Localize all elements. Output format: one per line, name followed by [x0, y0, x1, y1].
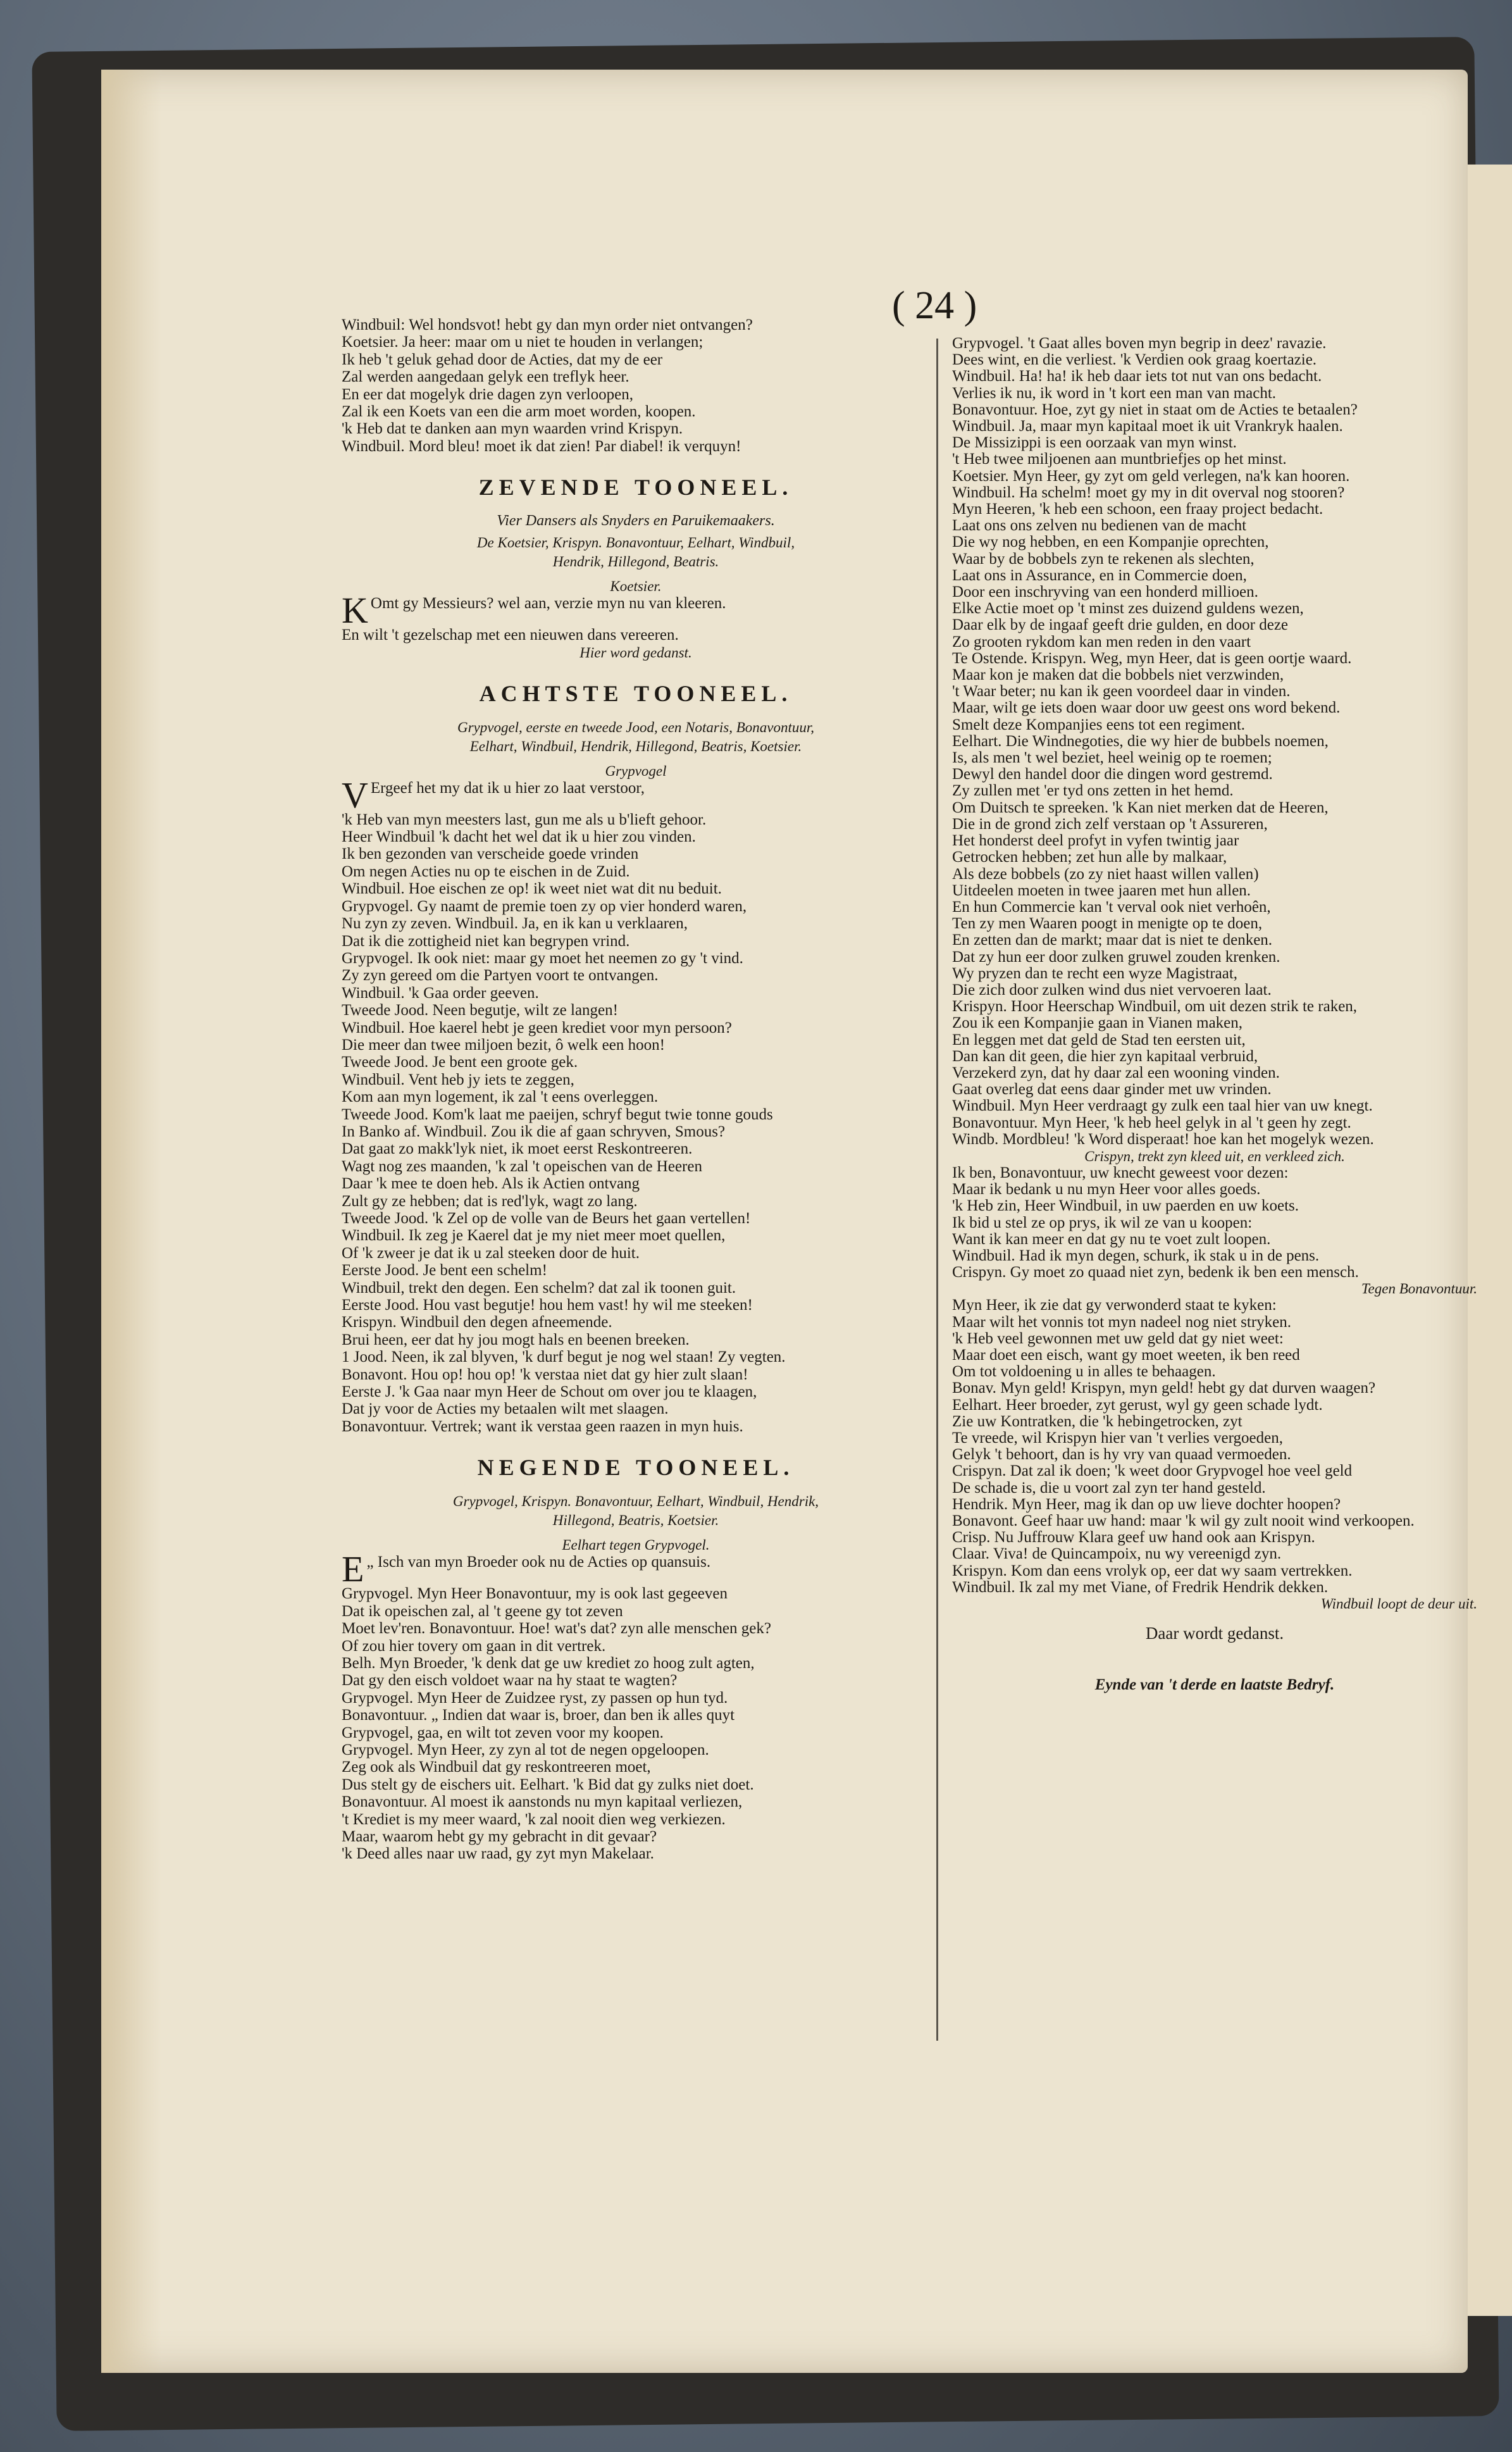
cast-line: De Koetsier, Krispyn. Bonavontuur, Eelhart, Windbuil,: [476, 535, 795, 551]
end-of-act: Eynde van 't derde en laatste Bedryf.: [1094, 1676, 1335, 1694]
verse-line: Moet lev'ren. Bonavontuur. Hoe! wat's dat? zyn alle menschen gek?: [342, 1620, 771, 1638]
drop-capital: E: [342, 1548, 364, 1590]
verse-line: Grypvogel. Ik ook niet: maar gy moet het neemen zo gy 't vind.: [342, 949, 743, 967]
scene-8-lines: [342, 811, 930, 1436]
verse-line: De Missizippi is een oorzaak van myn winst.: [952, 434, 1237, 452]
verse-line: Door een inschryving van een honderd millioen.: [952, 583, 1258, 601]
verse-line: Krispyn. Hoor Heerschap Windbuil, om uit dezen strik te raken,: [952, 998, 1358, 1016]
verse-line: Windbuil. Hoe eischen ze op! ik weet niet wat dit nu beduit.: [342, 880, 722, 898]
verse-line: In Banko af. Windbuil. Zou ik die af gaan schryven, Smous?: [342, 1123, 726, 1140]
cast-line: Hillegond, Beatris, Koetsier.: [552, 1512, 719, 1529]
right-lines-a: [952, 335, 1477, 1148]
verse-line: Claar. Viva! de Quincampoix, nu wy vereenigd zyn.: [952, 1545, 1282, 1563]
cast-line: Grypvogel, eerste en tweede Jood, een Notaris, Bonavontuur,: [457, 719, 814, 735]
verse-line: Zou ik een Kompanjie gaan in Vianen maken,: [952, 1014, 1243, 1032]
verse-line: Tweede Jood. 'k Zel op de volle van de Beurs het gaan vertellen!: [342, 1210, 751, 1227]
page-gutter-shade: [101, 70, 161, 2373]
page-number: ( 24 ): [892, 284, 977, 327]
verse-line: 1 Jood. Neen, ik zal blyven, 'k durf begut je nog wel staan! Zy vegten.: [342, 1348, 786, 1366]
verse-line: Wy pryzen dan te recht een wyze Magistraat,: [952, 964, 1238, 982]
verse-line: Myn Heeren, 'k heb een schoon, een fraay project bedacht.: [952, 501, 1323, 518]
verse-line: Windbuil. Mord bleu! moet ik dat zien! Par diabel! ik verquyn!: [342, 437, 741, 455]
verse-line: 'k Heb zin, Heer Windbuil, in uw paerden en uw koets.: [952, 1197, 1299, 1215]
cast-list-8: [342, 718, 930, 756]
verse-line: 'k Heb veel gewonnen met uw geld dat gy niet weet:: [952, 1329, 1284, 1347]
verse-line: Ik heb 't geluk gehad door de Acties, dat my de eer: [342, 351, 663, 368]
verse-line: Want ik kan meer en dat gy nu te voet zult loopen.: [952, 1230, 1271, 1248]
verse-line: Ik ben, Bonavontuur, uw knecht geweest voor dezen:: [952, 1164, 1289, 1181]
verse-line: Die in de grond zich zelf verstaan op 't Assureren,: [952, 815, 1268, 833]
verse-line: [342, 1548, 930, 1590]
verse-line: Wagt nog zes maanden, 'k zal 't opeischen van de Heeren: [342, 1157, 702, 1175]
verse-line: Zult gy ze hebben; dat is red'lyk, wagt zo lang.: [342, 1192, 638, 1210]
verse-line: Gaat overleg dat eens daar ginder met uw vrinden.: [952, 1081, 1272, 1098]
cast-line: Hendrik, Hillegond, Beatris.: [552, 554, 719, 570]
cast-list-7: [342, 533, 930, 571]
verse-line: Crisp. Nu Juffrouw Klara geef uw hand ook aan Krispyn.: [952, 1529, 1315, 1547]
verse-line: Maar kon je maken dat die bobbels niet verzwinden,: [952, 666, 1284, 684]
verse-line: Eerste J. 'k Gaa naar myn Heer de Schout om over jou te klaagen,: [342, 1383, 757, 1401]
verse-line: Het honderst deel profyt in vyfen twintig jaar: [952, 832, 1239, 850]
verse-line: Te vreede, wil Krispyn hier van 't verlies vergoeden,: [952, 1429, 1283, 1447]
verse-line: Windbuil. Vent heb jy iets te zeggen,: [342, 1071, 574, 1088]
verse-line: Verzekerd zyn, dat hy daar zal een wooning vinden.: [952, 1064, 1280, 1081]
verse-line: Tweede Jood. Je bent een groote gek.: [342, 1054, 578, 1071]
verse-line: En leggen met dat geld de Stad ten eersten uit,: [952, 1031, 1246, 1049]
verse-line: Bonavontuur. Al moest ik aanstonds nu myn kapitaal verliezen,: [342, 1793, 743, 1811]
verse-line: Maar, waarom hebt gy my gebracht in dit gevaar?: [342, 1827, 657, 1845]
cast-line: Eelhart, Windbuil, Hendrik, Hillegond, Beatris, Koetsier.: [469, 738, 802, 754]
verse-line: Laat ons ons zelven nu bedienen van de macht: [952, 517, 1247, 535]
verse-line: Windbuil. 'k Gaa order geeven.: [342, 984, 539, 1002]
verse-line: Die meer dan twee miljoen bezit, ô welk een hoon!: [342, 1036, 665, 1054]
verse-line: Crispyn. Dat zal ik doen; 'k weet door Grypvogel hoe veel geld: [952, 1462, 1353, 1480]
column-rule: [936, 339, 938, 2041]
verse-line: Bonavontuur. Myn Heer, 'k heb heel gelyk in al 't geen hy zegt.: [952, 1114, 1351, 1131]
verse-line: Dees wint, en die verliest. 'k Verdien ook graag koertazie.: [952, 351, 1317, 369]
scene-9-lines: [342, 1585, 930, 1863]
verse-line: Heer Windbuil 'k dacht het wel dat ik u hier zou vinden.: [342, 828, 696, 846]
verse-line: Bonavontuur. Vertrek; want ik verstaa geen raazen in myn huis.: [342, 1417, 743, 1435]
verse-line: Grypvogel. Gy naamt de premie toen zy op vier honderd waren,: [342, 897, 747, 915]
cast-list-9: [342, 1492, 930, 1530]
speaker-heading: Koetsier.: [610, 578, 662, 595]
verse-line: Als deze bobbels (zo zy niet haast willen vallen): [952, 865, 1259, 883]
verse-line: Windbuil: Wel hondsvot! hebt gy dan myn order niet ontvangen?: [342, 316, 753, 333]
verse-line: Zal werden aangedaan gelyk een treflyk heer.: [342, 368, 629, 386]
verse-line: Eerste Jood. Hou vast begutje! hou hem vast! hy wil me steeken!: [342, 1297, 753, 1314]
verse-line: Bonavontuur. Hoe, zyt gy niet in staat om de Acties te betaalen?: [952, 401, 1358, 418]
verse-line: En eer dat mogelyk drie dagen zyn verloopen,: [342, 385, 633, 403]
verse-line: Windbuil. Ik zal my met Viane, of Fredrik Hendrik dekken.: [952, 1578, 1329, 1596]
verse-line: Zo grooten rykdom kan men reden in den vaart: [952, 633, 1251, 650]
verse-line: En hun Commercie kan 't verval ook niet verhoên,: [952, 898, 1271, 916]
left-column: [342, 316, 930, 1863]
verse-line: Zy zullen met 'er tyd ons zetten in het hemd.: [952, 782, 1234, 800]
verse-line: Dus stelt gy de eischers uit. Eelhart. 'k Bid dat gy zulks niet doet.: [342, 1776, 754, 1793]
verse-text: Ergeef het my dat ik u hier zo laat verstoor,: [370, 779, 645, 797]
verse-line: Eelhart. Die Windnegoties, die wy hier de bubbels noemen,: [952, 732, 1329, 750]
verse-line: [342, 774, 930, 816]
verse-line: Dat ik opeischen zal, al 't geene gy tot zeven: [342, 1602, 623, 1620]
scene-title-8: ACHTSTE TOONEEL.: [479, 680, 793, 706]
stage-direction: Crispyn, trekt zyn kleed uit, en verkleed zich.: [1084, 1148, 1345, 1164]
verse-line: Windbuil. Ja, maar myn kapitaal moet ik uit Vrankryk haalen.: [952, 418, 1343, 435]
verse-line: Maar, wilt ge iets doen waar door uw geest ons word bekend.: [952, 699, 1341, 717]
verse-line: Hendrik. Myn Heer, mag ik dan op uw lieve dochter hoopen?: [952, 1495, 1341, 1513]
verse-line: Dat ik die zottigheid niet kan begrypen vrind.: [342, 932, 630, 950]
stage-direction: Hier word gedanst.: [579, 644, 692, 661]
verse-line: 't Heb twee miljoenen aan muntbriefjes op het minst.: [952, 451, 1287, 468]
verse-text: Omt gy Messieurs? wel aan, verzie myn nu van kleeren.: [370, 595, 726, 613]
verse-line: Bonavont. Hou op! hou op! 'k verstaa niet dat gy hier zult slaan!: [342, 1366, 748, 1383]
verse-line: Bonavont. Geef haar uw hand: maar 'k wil gy zult nooit wind verkoopen.: [952, 1512, 1415, 1530]
drop-capital: K: [342, 590, 368, 632]
verse-line: Verlies ik nu, ik word in 't kort een man van macht.: [952, 384, 1277, 402]
verse-line: Kom aan myn logement, ik zal 't eens overleggen.: [342, 1088, 659, 1106]
verse-line: Krispyn. Kom dan eens vrolyk op, eer dat wy saam vertrekken.: [952, 1562, 1353, 1579]
verse-line: Die wy nog hebben, en een Kompanjie oprechten,: [952, 533, 1269, 551]
cast-line: Grypvogel, Krispyn. Bonavontuur, Eelhart, Windbuil, Hendrik,: [452, 1493, 819, 1510]
stage-direction: Tegen Bonavontuur.: [1361, 1281, 1477, 1297]
verse-line: Dat gy den eisch voldoet waar na hy staat te wagten?: [342, 1672, 678, 1690]
verse-line: Te Ostende. Krispyn. Weg, myn Heer, dat is geen oortje waard.: [952, 649, 1352, 667]
verse-line: Windbuil. Ha schelm! moet gy my in dit overval nog stooren?: [952, 483, 1345, 501]
right-lines-c: [952, 1297, 1477, 1596]
verse-line: Zy zyn gereed om die Partyen voort te ontvangen.: [342, 967, 659, 985]
verse-line: 't Krediet is my meer waard, 'k zal nooit dien weg verkiezen.: [342, 1810, 726, 1828]
verse-line: Ik bid u stel ze op prys, ik wil ze van u koopen:: [952, 1214, 1253, 1231]
verse-line: Eerste Jood. Je bent een schelm!: [342, 1262, 547, 1279]
verse-line: En zetten dan de markt; maar dat is niet te denken.: [952, 931, 1273, 949]
verse-line: Nu zyn zy zeven. Windbuil. Ja, en ik kan u verklaaren,: [342, 915, 688, 933]
verse-line: Myn Heer, ik zie dat gy verwonderd staat te kyken:: [952, 1297, 1277, 1314]
verse-line: 't Waar beter; nu kan ik geen voordeel daar in vinden.: [952, 683, 1291, 700]
verse-line: Zal ik een Koets van een die arm moet worden, koopen.: [342, 403, 696, 421]
scene-title-9: NEGENDE TOONEEL.: [477, 1455, 795, 1481]
verse-line: Ik ben gezonden van verscheide goede vrinden: [342, 845, 639, 863]
verse-line: 'k Heb van myn meesters last, gun me als u b'lieft gehoor.: [342, 811, 707, 828]
verse-line: Windbuil. Hoe kaerel hebt je geen krediet voor myn persoon?: [342, 1019, 732, 1036]
verse-line: Grypvogel. Myn Heer Bonavontuur, my is ook last gegeeven: [342, 1585, 728, 1603]
speaker-heading: Grypvogel: [605, 762, 667, 779]
verse-line: Dewyl den handel door die dingen word gestremd.: [952, 766, 1273, 783]
speaker-heading: Eelhart tegen Grypvogel.: [562, 1537, 710, 1553]
verse-line: Windbuil. Myn Heer verdraagt gy zulk een taal hier van uw knegt.: [952, 1097, 1373, 1115]
drop-capital: V: [342, 774, 368, 816]
opening-lines: [342, 316, 930, 455]
verse-line: Daar 'k mee te doen heb. Als ik Actien ontvang: [342, 1175, 640, 1193]
verse-line: En wilt 't gezelschap met een nieuwen dans vereeren.: [342, 626, 679, 644]
verse-line: Bonavontuur. „ Indien dat waar is, broer, dan ben ik alles quyt: [342, 1707, 735, 1724]
verse-line: Elke Actie moet op 't minst zes duizend guldens wezen,: [952, 600, 1304, 618]
verse-line: Gelyk 't behoort, dan is hy vry van quaad vermoeden.: [952, 1446, 1291, 1464]
verse-line: Grypvogel, gaa, en wilt tot zeven voor my koopen.: [342, 1724, 664, 1741]
stage-direction: Windbuil loopt de deur uit.: [1320, 1596, 1477, 1612]
verse-line: Windb. Mordbleu! 'k Word disperaat! hoe kan het mogelyk wezen.: [952, 1130, 1374, 1148]
verse-line: Koetsier. Ja heer: maar om u niet te houden in verlangen;: [342, 333, 703, 351]
scene-subtitle-7: Vier Dansers als Snyders en Paruikemaakers.: [497, 513, 775, 530]
verse-line: Maar wilt het vonnis tot myn nadeel nog niet stryken.: [952, 1313, 1292, 1331]
verse-line: Belh. Myn Broeder, 'k denk dat ge uw krediet zo hoog zult agten,: [342, 1654, 755, 1672]
verse-line: Die zich door zulken wind dus niet vervoeren laat.: [952, 981, 1272, 999]
verse-line: Grypvogel. Myn Heer de Zuidzee ryst, zy passen op hun tyd.: [342, 1689, 728, 1707]
verse-line: Laat ons in Assurance, en in Commercie doen,: [952, 566, 1247, 584]
verse-line: Waar by de bobbels zyn te rekenen als slechten,: [952, 550, 1255, 568]
verse-line: Dan kan dit geen, die hier zyn kapitaal verbruid,: [952, 1047, 1258, 1065]
verse-line: Koetsier. Myn Heer, gy zyt om geld verlegen, na'k kan hooren.: [952, 467, 1350, 485]
verse-line: Windbuil. Ha! ha! ik heb daar iets tot nut van ons bedacht.: [952, 368, 1322, 385]
verse-line: Getrocken hebben; zet hun alle by malkaar,: [952, 849, 1227, 866]
verse-line: Uitdeelen moeten in twee jaaren met hun allen.: [952, 881, 1251, 899]
verse-line: Om negen Acties nu op te eischen in de Zuid.: [342, 862, 630, 880]
right-column: [952, 335, 1477, 1694]
verse-line: Windbuil. Ik zeg je Kaerel dat je my niet meer moet quellen,: [342, 1227, 726, 1245]
verse-line: Grypvogel. 't Gaat alles boven myn begrip in deez' ravazie.: [952, 335, 1327, 352]
verse-line: Of zou hier tovery om gaan in dit vertrek.: [342, 1637, 606, 1655]
verse-line: Dat gaat zo makk'lyk niet, ik moet eerst Reskontreeren.: [342, 1140, 693, 1158]
closing-direction: Daar wordt gedanst.: [1145, 1624, 1284, 1643]
verse-line: Zie uw Kontratken, die 'k hebingetrocken, zyt: [952, 1412, 1242, 1430]
right-lines-b: [952, 1165, 1477, 1281]
verse-line: Windbuil, trekt den degen. Een schelm? dat zal ik toonen guit.: [342, 1279, 736, 1297]
verse-line: Bonav. Myn geld! Krispyn, myn geld! hebt gy dat durven waagen?: [952, 1379, 1376, 1397]
verse-line: Windbuil. Had ik myn degen, schurk, ik stak u in de pens.: [952, 1247, 1320, 1264]
verse-line: Ten zy men Waaren poogt in menigte op te doen,: [952, 915, 1263, 933]
verse-line: Brui heen, eer dat hy jou mogt hals en beenen breeken.: [342, 1331, 690, 1348]
verse-line: Zeg ook als Windbuil dat gy reskontreeren moet,: [342, 1758, 651, 1776]
verse-line: Krispyn. Windbuil den degen afneemende.: [342, 1314, 612, 1331]
verse-line: Eelhart. Heer broeder, zyt gerust, wyl gy geen schade lydt.: [952, 1396, 1323, 1414]
verse-line: Tweede Jood. Kom'k laat me paeijen, schryf begut twie tonne gouds: [342, 1105, 773, 1123]
verse-line: Maar doet een eisch, want gy moet weeten, ik ben reed: [952, 1346, 1300, 1364]
verse-text: „ Isch van myn Broeder ook nu de Acties op quansuis.: [366, 1553, 711, 1571]
verse-line: Om tot voldoening u in alles te behaagen.: [952, 1363, 1216, 1381]
verse-line: Smelt deze Kompanjies eens tot een regiment.: [952, 716, 1246, 733]
verse-line: Daar elk by de ingaaf geeft drie gulden, en door deze: [952, 616, 1289, 634]
verse-line: De schade is, die u voort zal zyn ter hand gesteld.: [952, 1479, 1266, 1497]
verse-line: Of 'k zweer je dat ik u zal steeken door de huit.: [342, 1244, 640, 1262]
verse-line: 'k Deed alles naar uw raad, gy zyt myn Makelaar.: [342, 1845, 654, 1863]
verse-line: Crispyn. Gy moet zo quaad niet zyn, bedenk ik ben een mensch.: [952, 1264, 1359, 1281]
verse-line: Dat jy voor de Acties my betaalen wilt met slaagen.: [342, 1400, 669, 1418]
verse-line: Tweede Jood. Neen begutje, wilt ze langen!: [342, 1002, 618, 1019]
verse-line: Grypvogel. Myn Heer, zy zyn al tot de negen opgeloopen.: [342, 1741, 709, 1758]
scene-title-7: ZEVENDE TOONEEL.: [478, 475, 793, 501]
verse-line: Dat zy hun eer door zulken gruwel zouden krenken.: [952, 948, 1280, 966]
verse-line: [342, 590, 930, 632]
verse-line: 'k Heb dat te danken aan myn waarden vrind Krispyn.: [342, 420, 683, 438]
verse-line: Maar ik bedank u nu myn Heer voor alles goeds.: [952, 1181, 1261, 1198]
verse-line: Om Duitsch te spreeken. 'k Kan niet merken dat de Heeren,: [952, 799, 1329, 816]
verse-line: Is, als men 't wel beziet, heel weinig op te roemen;: [952, 749, 1272, 767]
